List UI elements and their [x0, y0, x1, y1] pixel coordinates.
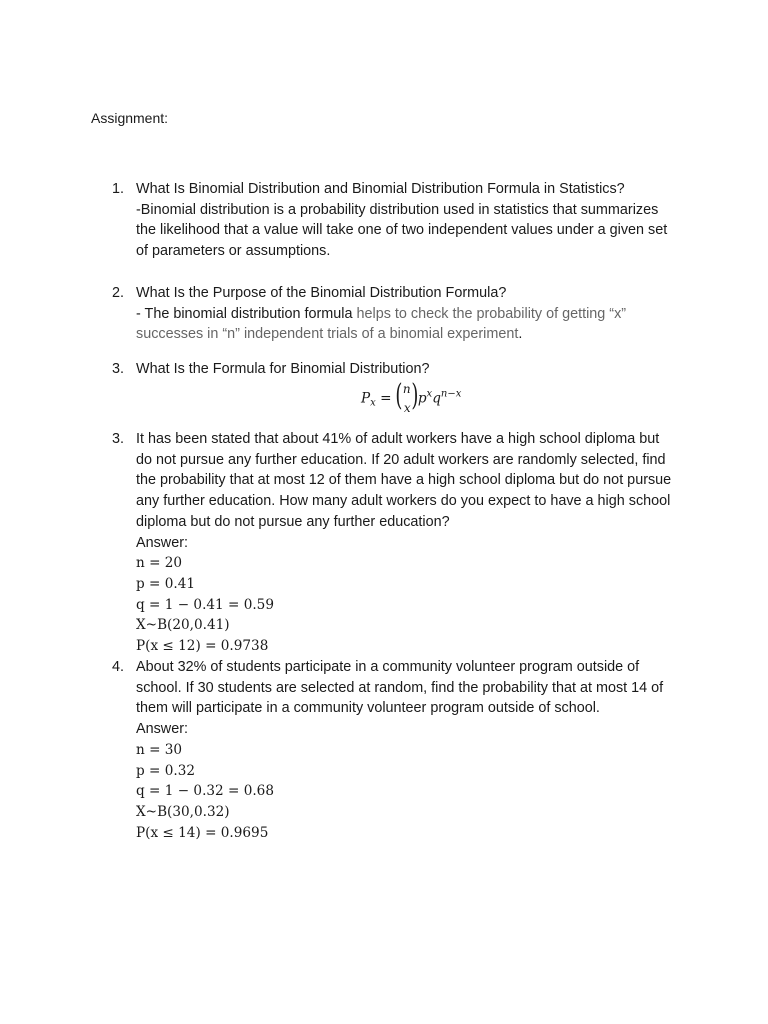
item-number: 3. — [112, 431, 125, 447]
formula-lhs: P — [361, 390, 371, 407]
answer-label: Answer: — [136, 534, 188, 551]
formula-q: q — [432, 390, 441, 407]
binomial-formula — [361, 379, 501, 423]
item-number: 3. — [112, 361, 125, 377]
answer-text-highlight: helps to check the probability of getting “x” successes in “n” independent trials of a binomial experiment — [136, 305, 627, 343]
right-paren-glyph: ) — [411, 378, 419, 413]
formula-equals: = — [380, 390, 392, 407]
answer-line: X~B(20,0.41) — [136, 617, 230, 634]
answer-line: q = 1 − 0.32 = 0.68 — [136, 783, 274, 800]
binom-bottom: x — [403, 401, 411, 415]
answer-text-part: - The binomial distribution formula — [136, 305, 357, 322]
formula-p: p — [417, 390, 427, 407]
answer-line: P(x ≤ 12) = 0.9738 — [136, 638, 269, 655]
item-number: 4. — [112, 659, 125, 675]
question-text: What Is the Purpose of the Binomial Distribution Formula? — [136, 285, 507, 301]
assignment-heading: Assignment: — [91, 110, 169, 126]
formula-p-exp: x — [426, 388, 433, 400]
answer-line: p = 0.32 — [136, 762, 196, 779]
binom-top: n — [402, 382, 411, 396]
formula-lhs-sub: x — [370, 397, 376, 409]
question-text: It has been stated that about 41% of adult workers have a high school diploma but do not pursue any further education. If 20 adult workers are randomly selected, find the probability that at most 12 of them have a high school diploma but do not pursue any further education. How many adult workers do you expect to have a high school diploma but do not pursue any further education? — [136, 431, 672, 530]
binomial-coefficient — [396, 379, 418, 419]
answer-text: -Binomial distribution is a probability distribution used in statistics that summarizes the likelihood that a value will take one of two independent values under a given set of parameters or assumptions. — [136, 201, 668, 260]
answer-label: Answer: — [136, 721, 188, 738]
answer-text-end: . — [518, 326, 523, 343]
answer-line: q = 1 − 0.41 = 0.59 — [136, 596, 274, 613]
question-text: About 32% of students participate in a community volunteer program outside of school. If 30 students are selected at random, find the probability that at most 14 of them will participate in a community volunteer program outside of school. — [136, 659, 664, 717]
question-text: What Is Binomial Distribution and Binomial Distribution Formula in Statistics? — [136, 181, 625, 197]
question-text: What Is the Formula for Binomial Distribution? — [136, 361, 430, 377]
answer-line: p = 0.41 — [136, 575, 196, 592]
answer-line: P(x ≤ 14) = 0.9695 — [136, 824, 269, 841]
item-number: 2. — [112, 285, 125, 301]
answer-line: n = 30 — [136, 741, 183, 758]
answer-line: X~B(30,0.32) — [136, 803, 230, 820]
answer-line: n = 20 — [136, 555, 183, 572]
left-paren-glyph: ( — [395, 378, 403, 413]
item-number: 1. — [112, 181, 125, 197]
answer-text — [136, 304, 676, 345]
formula-q-exp: n−x — [440, 388, 462, 400]
